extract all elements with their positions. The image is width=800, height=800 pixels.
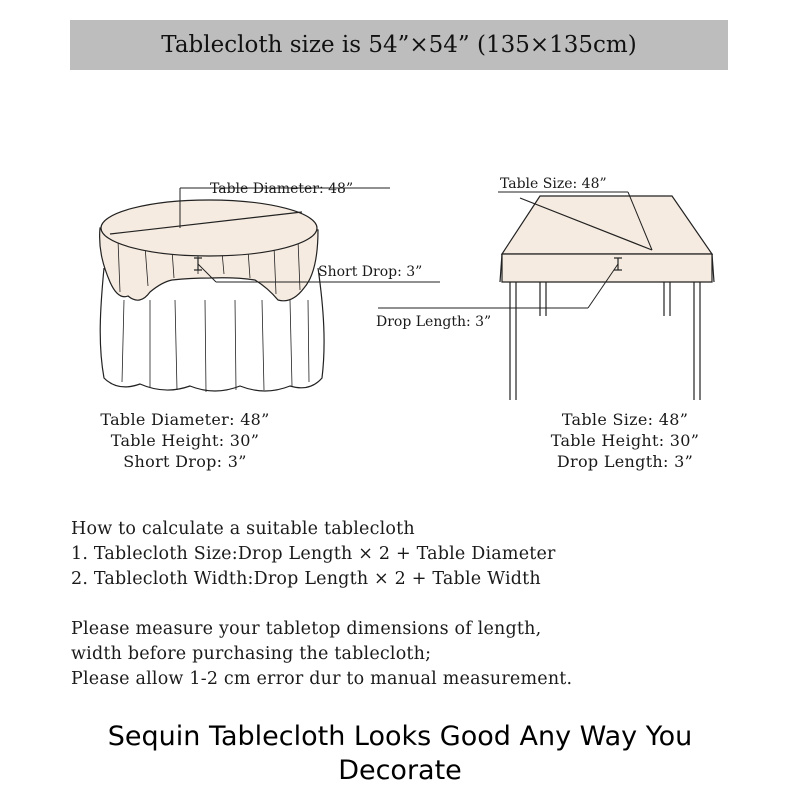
square-spec-drop-length: Drop Length: 3” xyxy=(556,452,694,471)
note-line-2: width before purchasing the tablecloth; xyxy=(71,644,432,664)
square-spec-size: Table Size: 48” xyxy=(561,410,689,429)
footer-line-1: Sequin Tablecloth Looks Good Any Way You xyxy=(107,721,693,752)
round-spec-diameter: Table Diameter: 48” xyxy=(100,410,270,429)
howto-heading: How to calculate a suitable tablecloth xyxy=(71,519,415,539)
square-drop-length-label: Drop Length: 3” xyxy=(376,314,492,330)
round-spec-short-drop: Short Drop: 3” xyxy=(123,452,247,471)
note-line-3: Please allow 1-2 cm error dur to manual measurement. xyxy=(71,669,573,689)
round-table-illustration xyxy=(100,188,440,392)
howto-step-1: 1. Tablecloth Size:Drop Length × 2 + Table Diameter xyxy=(71,544,556,564)
round-spec-height: Table Height: 30” xyxy=(110,431,260,450)
howto-step-2: 2. Tablecloth Width:Drop Length × 2 + Table Width xyxy=(71,569,541,589)
note-line-1: Please measure your tabletop dimensions of length, xyxy=(71,619,542,639)
square-spec-height: Table Height: 30” xyxy=(550,431,700,450)
footer-tagline xyxy=(40,720,760,788)
page-title: Tablecloth size is 54”×54” (135×135cm) xyxy=(161,32,637,58)
square-size-label: Table Size: 48” xyxy=(500,176,607,192)
calculation-instructions xyxy=(71,517,556,592)
round-table-top xyxy=(101,200,317,256)
square-table-top-cloth xyxy=(502,196,712,254)
round-table-specs xyxy=(80,409,290,472)
square-table-illustration xyxy=(378,192,714,400)
measurement-notes xyxy=(71,617,572,692)
square-table-specs xyxy=(520,409,730,472)
square-table-front-drop xyxy=(502,254,712,282)
round-diameter-label: Table Diameter: 48” xyxy=(210,181,354,197)
round-short-drop-label: Short Drop: 3” xyxy=(318,264,423,280)
footer-line-2: Decorate xyxy=(338,755,462,786)
